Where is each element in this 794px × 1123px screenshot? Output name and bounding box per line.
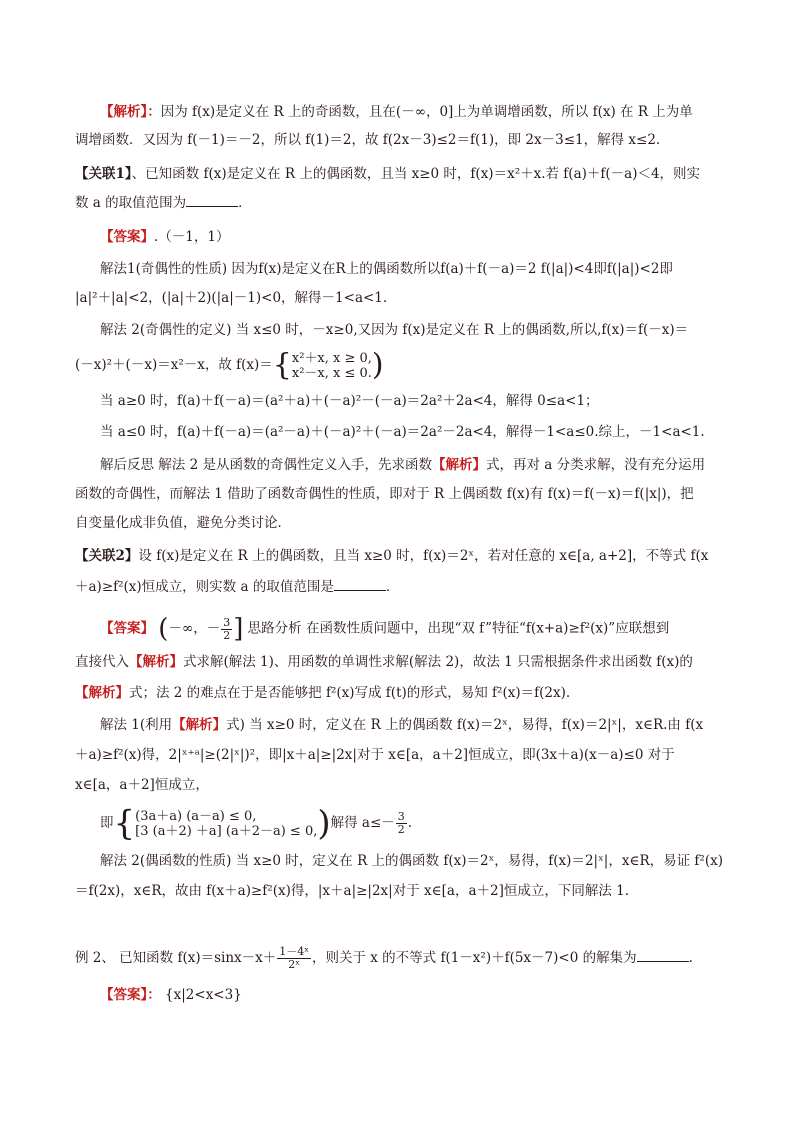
analysis-tag-inline: 【解析】 <box>129 654 183 670</box>
related-1-end: ． <box>238 195 252 211</box>
answer-1-line <box>100 228 229 246</box>
right-paren: ) <box>371 347 384 383</box>
numerator-3: 1－4ˣ <box>279 945 309 958</box>
related-2-line-1 <box>75 547 708 565</box>
solution-1-tag: 【解析】 <box>172 717 227 733</box>
analysis-tag: 【解析】： <box>100 104 161 120</box>
case-1: x²＋x, x ≥ 0, <box>291 350 372 366</box>
related-2-line-2 <box>75 578 399 596</box>
analysis-tag-inline-2: 【解析】 <box>75 685 129 701</box>
left-bracket: ( <box>158 614 169 644</box>
method-1-line-2: |a|²＋|a|<2，(|a|＋2)(|a|－1)<0，解得－1<a<1. <box>75 290 388 306</box>
related-1-text: 、已知函数 f(x)是定义在 R 上的偶函数，且当 x≥0 时，f(x)＝x²＋x.若 f(a)＋f(－a)＜4，则实 <box>131 166 701 182</box>
reflection-line-3: 自变量化成非负值，避免分类讨论． <box>75 515 291 531</box>
solution-2-line-1: 解法 2(偶函数的性质) 当 x≥0 时，定义在 R 上的偶函数 f(x)＝2ˣ，易得，f(x)＝2|ˣ|，x∈R，易证 f²(x) <box>100 853 723 869</box>
denominator-2: 2 <box>397 823 405 836</box>
reflection-line-1 <box>100 456 705 474</box>
related-1-text-2: 数 a 的取值范围为 <box>75 195 187 211</box>
system-case-2: [3 (a＋2) ＋a] (a＋2－a) ≤ 0, <box>135 823 318 839</box>
solution-1-text-2: 式) 当 x≥0 时，定义在 R 上的偶函数 f(x)＝2ˣ，易得，f(x)＝2|ˣ|，x∈R.由 f(x <box>226 717 704 733</box>
example-2-text: 例 2、 已知函数 f(x)＝sinx－x＋ <box>75 950 277 966</box>
answer-blank <box>186 194 238 207</box>
answer-3-line <box>100 986 242 1004</box>
answer-2-text: 思路分析 在函数性质问题中，出现“双 f”特征“f(x+a)≥f²(x)”应联想到 <box>247 620 670 637</box>
answer-blank-3 <box>637 949 689 962</box>
related-2-tag: 【关联2】 <box>75 548 139 564</box>
answer-3-tag: 【答案】： <box>100 987 161 1003</box>
left-brace: { <box>272 347 292 383</box>
related-1-line-2 <box>75 194 252 212</box>
solution-1-text: 解法 1(利用 <box>100 717 173 733</box>
answer-2-text-2: 直接代入 <box>75 654 129 670</box>
answer-1-value: .（－1，1） <box>154 229 230 245</box>
system-cases <box>135 809 317 839</box>
numerator-2: 3 <box>397 810 405 823</box>
denominator-3: 2ˣ <box>288 958 300 971</box>
fraction-3 <box>277 946 311 971</box>
answer-2-tag: 【答案】 <box>100 620 154 637</box>
answer-2-text-4: 式；法 2 的难点在于是否能够把 f²(x)写成 f(t)的形式，易知 f²(x)＝f(2x). <box>129 685 571 701</box>
related-2-text: 设 f(x)是定义在 R 上的偶函数，且当 x≥0 时，f(x)＝2ˣ，若对任意的 x∈[a, a+2]，不等式 f(x <box>138 548 709 564</box>
system-case-1: (3a＋a) (a－a) ≤ 0, <box>135 808 257 824</box>
method-2-line-3: 当 a≥0 时，f(a)＋f(－a)＝(a²＋a)＋(－a)²－(－a)＝2a²＋2a<4，解得 0≤a<1； <box>100 393 599 409</box>
reflection-tag: 【解析】 <box>431 457 486 473</box>
fraction <box>221 617 232 642</box>
answer-1-tag: 【答案】 <box>100 229 154 245</box>
system-brace: { <box>113 803 136 844</box>
analysis-line-1 <box>100 103 693 121</box>
method-1-line-1: 解法1(奇偶性的性质) 因为f(x)是定义在R上的偶函数所以f(a)＋f(－a)＝2 f(|a|)<4即f(|a|)<2即 <box>100 261 673 277</box>
solution-1-line-1 <box>100 716 703 734</box>
system-end: . <box>407 815 413 831</box>
reflection-text-2: 式，再对 a 分类求解，没有充分运用 <box>485 457 706 473</box>
related-2-end: ． <box>385 579 400 595</box>
answer-2-value: －∞，－ <box>168 620 221 637</box>
answer-blank-2 <box>334 578 386 591</box>
piecewise-cases <box>292 351 372 381</box>
system-paren: ) <box>317 803 331 844</box>
answer-2-line-3 <box>75 684 570 702</box>
answer-3-value: {x|2<x<3} <box>165 987 242 1003</box>
numerator: 3 <box>223 615 231 629</box>
answer-2-line-2 <box>75 653 693 671</box>
case-2: x²－x, x ≤ 0. <box>291 365 372 381</box>
related-2-text-2: ＋a)≥f²(x)恒成立，则实数 a 的取值范围是 <box>75 579 334 595</box>
analysis-text-1: 因为 f(x)是定义在 R 上的奇函数，且在(－∞，0]上为单调增函数，所以 f(x) 在 R 上为单 <box>160 104 693 120</box>
solution-2-line-2: ＝f(2x)，x∈R，故由 f(x＋a)≥f²(x)得，|x＋a|≥|2x|对于 x∈[a，a＋2]恒成立，下同解法 1. <box>75 883 630 899</box>
answer-2-line-1 <box>100 612 669 646</box>
example-2-end: . <box>688 950 693 966</box>
denominator: 2 <box>223 628 231 642</box>
right-bracket: ] <box>233 614 244 644</box>
solution-1-line-2: ＋a)≥f²(x)得，2|ˣ⁺ᵃ|≥(2|ˣ|)²，即|x＋a|≥|2x|对于 x∈[a，a＋2]恒成立，即(3x＋a)(x－a)≤0 对于 <box>75 747 675 763</box>
solution-1-system <box>100 803 413 844</box>
example-2-line <box>75 944 693 972</box>
system-result: 解得 a≤－ <box>330 815 395 831</box>
reflection-text: 解后反思 解法 2 是从函数的奇偶性定义入手，先求函数 <box>100 457 432 473</box>
related-1-line-1 <box>75 165 700 183</box>
analysis-line-2: 调增函数．又因为 f(－1)＝－2，所以 f(1)＝2，故 f(2x－3)≤2＝f(1)，即 2x－3≤1，解得 x≤2. <box>75 132 661 148</box>
method-2-line-4: 当 a≤0 时，f(a)＋f(－a)＝(a²－a)＋(－a)²＋(－a)＝2a²－2a<4，解得－1<a≤0.综上，－1<a<1. <box>100 424 705 440</box>
method-2-line-2 <box>75 347 384 383</box>
reflection-line-2: 函数的奇偶性，而解法 1 借助了函数奇偶性的性质，即对于 R 上偶函数 f(x)有 f(x)＝f(－x)＝f(|x|)，把 <box>75 486 694 502</box>
example-2-text-2: ，则关于 x 的不等式 f(1－x²)＋f(5x－7)<0 的解集为 <box>311 950 637 966</box>
method-2-line-1: 解法 2(奇偶性的定义) 当 x≤0 时，－x≥0,又因为 f(x)是定义在 R 上的偶函数,所以,f(x)＝f(－x)＝ <box>100 322 689 338</box>
method-2-text: (－x)²＋(－x)＝x²－x，故 f(x)＝ <box>75 357 273 373</box>
system-prefix: 即 <box>100 815 114 831</box>
answer-2-text-3: 式求解(解法 1)、用函数的单调性求解(解法 2)，故法 1 只需根据条件求出函数 f(x)的 <box>183 654 693 670</box>
solution-1-line-3: x∈[a，a＋2]恒成立， <box>75 777 209 793</box>
fraction-2 <box>396 811 407 836</box>
related-1-tag: 【关联1】 <box>75 166 132 182</box>
